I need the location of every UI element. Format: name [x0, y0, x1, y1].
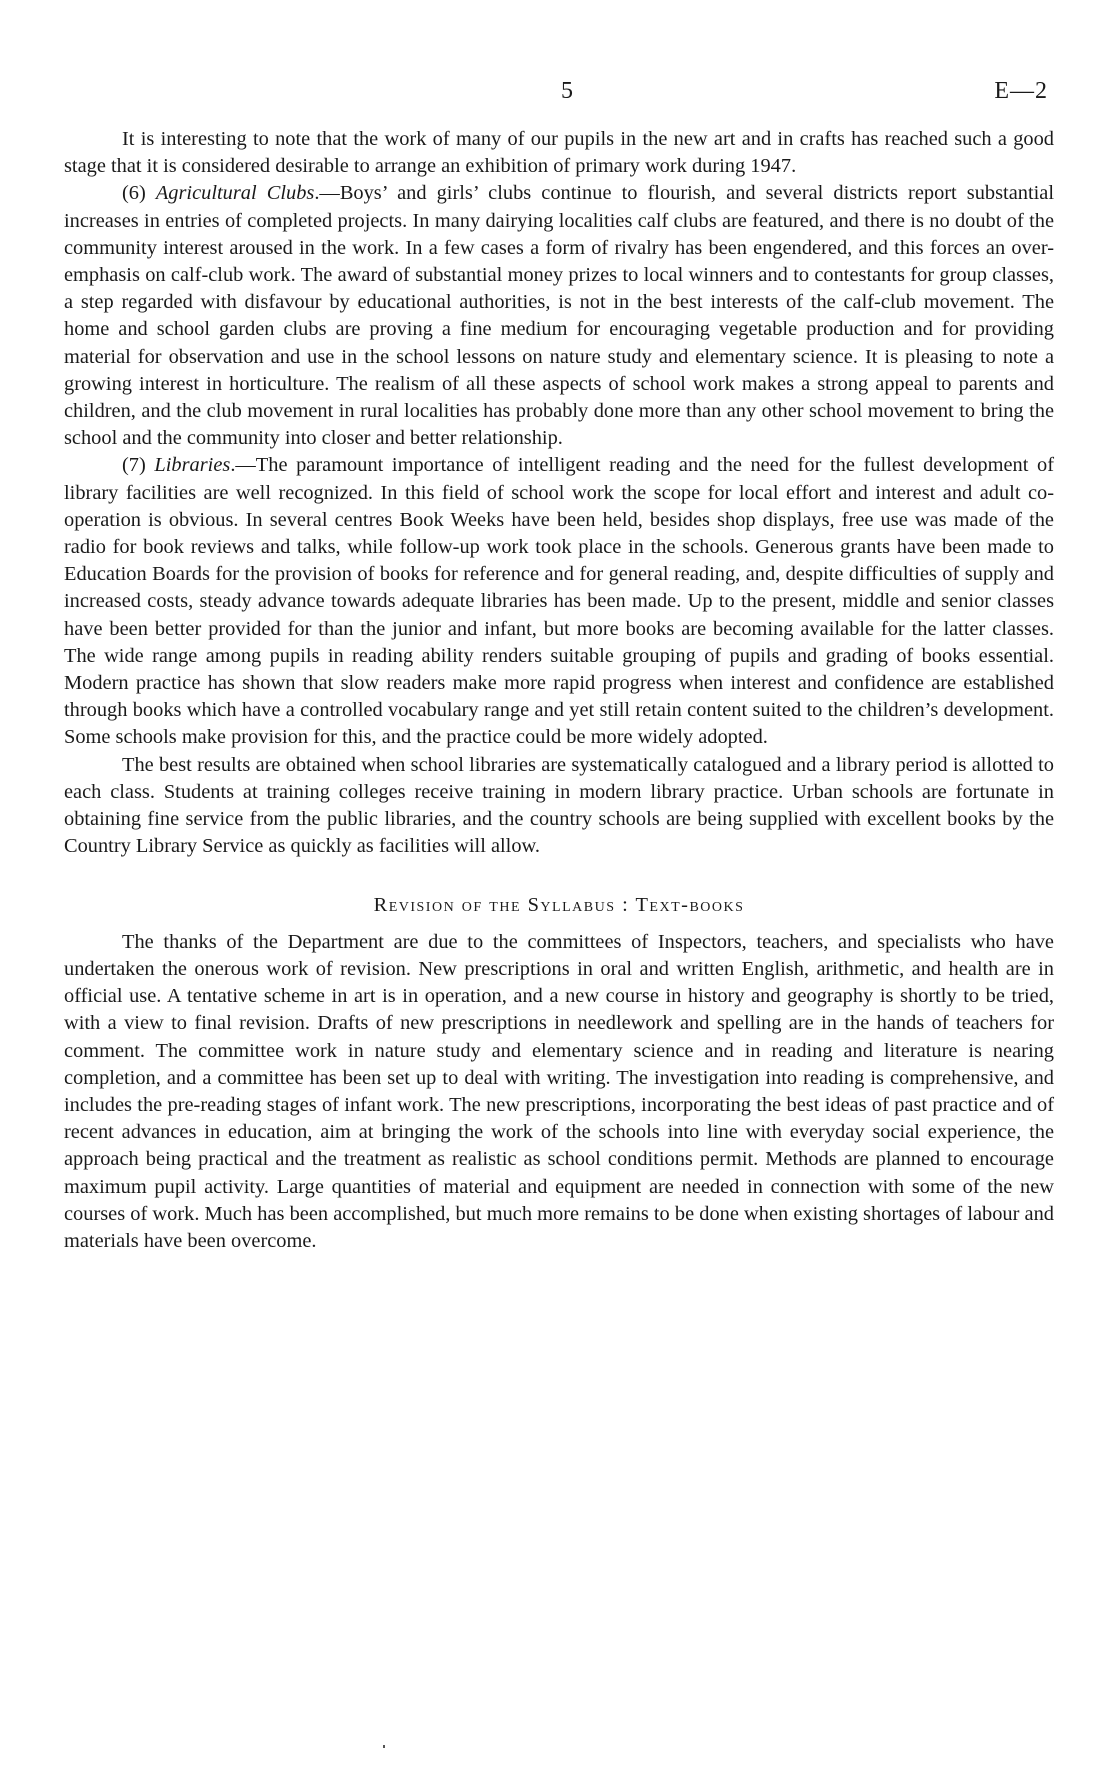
- paragraph-text: It is interesting to note that the work of many of our pupils in the new art and in crafts has reached such a good stage that it is considered desirable to arrange an exhibition of primary work during 1947.: [64, 128, 1054, 178]
- report-code: E—2: [994, 78, 1048, 104]
- scan-speck: [383, 1745, 385, 1748]
- paragraph-agricultural-clubs: [64, 180, 1054, 452]
- page-header: [64, 78, 1054, 126]
- paragraph-text: .—Boys’ and girls’ clubs continue to flourish, and several districts report substantial increases in entries of completed projects. In many dairying localities calf clubs are featured, and there is no doubt of the community interest aroused in the work. In a few cases a form of rivalry has been engendered, and this forces an over-emphasis on calf-club work. The award of substantial money prizes to local winners and to contestants for group classes, a step regarded with disfavour by educational authorities, is not in the best interests of the calf-club movement. The home and school garden clubs are proving a fine medium for encouraging vegetable production and for providing material for observation and use in the school lessons on nature study and elementary science. It is pleasing to note a growing interest in horticulture. The realism of all these aspects of school work makes a strong appeal to parents and children, and the club movement in rural localities has probably done more than any other school movement to bring the school and the community into closer and better relationship.: [64, 182, 1054, 450]
- section-heading: Revision of the Syllabus : Text-books: [373, 894, 745, 917]
- page-number: 5: [561, 78, 573, 104]
- document-page: [64, 78, 1054, 1768]
- paragraph-libraries: [64, 452, 1054, 751]
- paragraph-text: .—The paramount importance of intelligent reading and the need for the fullest development of library facilities are well recognized. In this field of school work the scope for local effort and interest and adult co-operation is obvious. In several centres Book Weeks have been held, besides shop displays, free use was made of the radio for book reviews and talks, while follow-up work took place in the schools. Generous grants have been made to Education Boards for the provision of books for reference and for general reading, and, despite difficulties of supply and increased costs, steady advance towards adequate libraries has been made. Up to the present, middle and senior classes have been better provided for than the junior and infant, but more books are becoming available for the latter classes. The wide range among pupils in reading ability renders suitable grouping of pupils and grading of books essential. Modern practice has shown that slow readers make more rapid progress when interest and confidence are established through books which have a controlled vocabulary range and yet still retain content suited to the children’s development. Some schools make provision for this, and the practice could be more widely adopted.: [64, 454, 1054, 749]
- paragraph-number: (7): [122, 454, 155, 477]
- paragraph-text: The best results are obtained when school libraries are systematically catalogued and a library period is allotted to each class. Students at training colleges receive training in modern library practice. Urban schools are fortunate in obtaining fine service from the public libraries, and the country schools are being supplied with excellent books by the Country Library Service as quickly as facilities will allow.: [64, 753, 1054, 858]
- paragraph-text: The thanks of the Department are due to the committees of Inspectors, teachers, and specialists who have undertaken the onerous work of revision. New prescriptions in oral and written English, arithmetic, and health are in official use. A tentative scheme in art is in operation, and a new course in history and geography is shortly to be tried, with a view to final revision. Drafts of new prescriptions in needlework and spelling are in the hands of teachers for comment. The committee work in nature study and elementary science and in reading and literature is nearing completion, and a committee has been set up to deal with writing. The investigation into reading is comprehensive, and includes the pre-reading stages of infant work. The new prescriptions, incorporating the best ideas of past practice and of recent advances in education, aim at bringing the work of the schools into line with everyday social experience, the approach being practical and the treatment as realistic as school conditions permit. Methods are planned to encourage maximum pupil activity. Large quantities of material and equipment are needed in connection with some of the new courses of work. Much has been accomplished, but much more remains to be done when existing shortages of labour and materials have been overcome.: [64, 930, 1054, 1252]
- paragraph-number: (6): [122, 182, 156, 205]
- paragraph-syllabus-revision: [64, 929, 1054, 1255]
- paragraph-title: Libraries: [154, 454, 231, 477]
- paragraph-title: Agricultural Clubs: [155, 182, 315, 205]
- body-text: [64, 126, 1054, 1255]
- paragraph-library-results: [64, 752, 1054, 861]
- paragraph-crafts-exhibition: [64, 126, 1054, 180]
